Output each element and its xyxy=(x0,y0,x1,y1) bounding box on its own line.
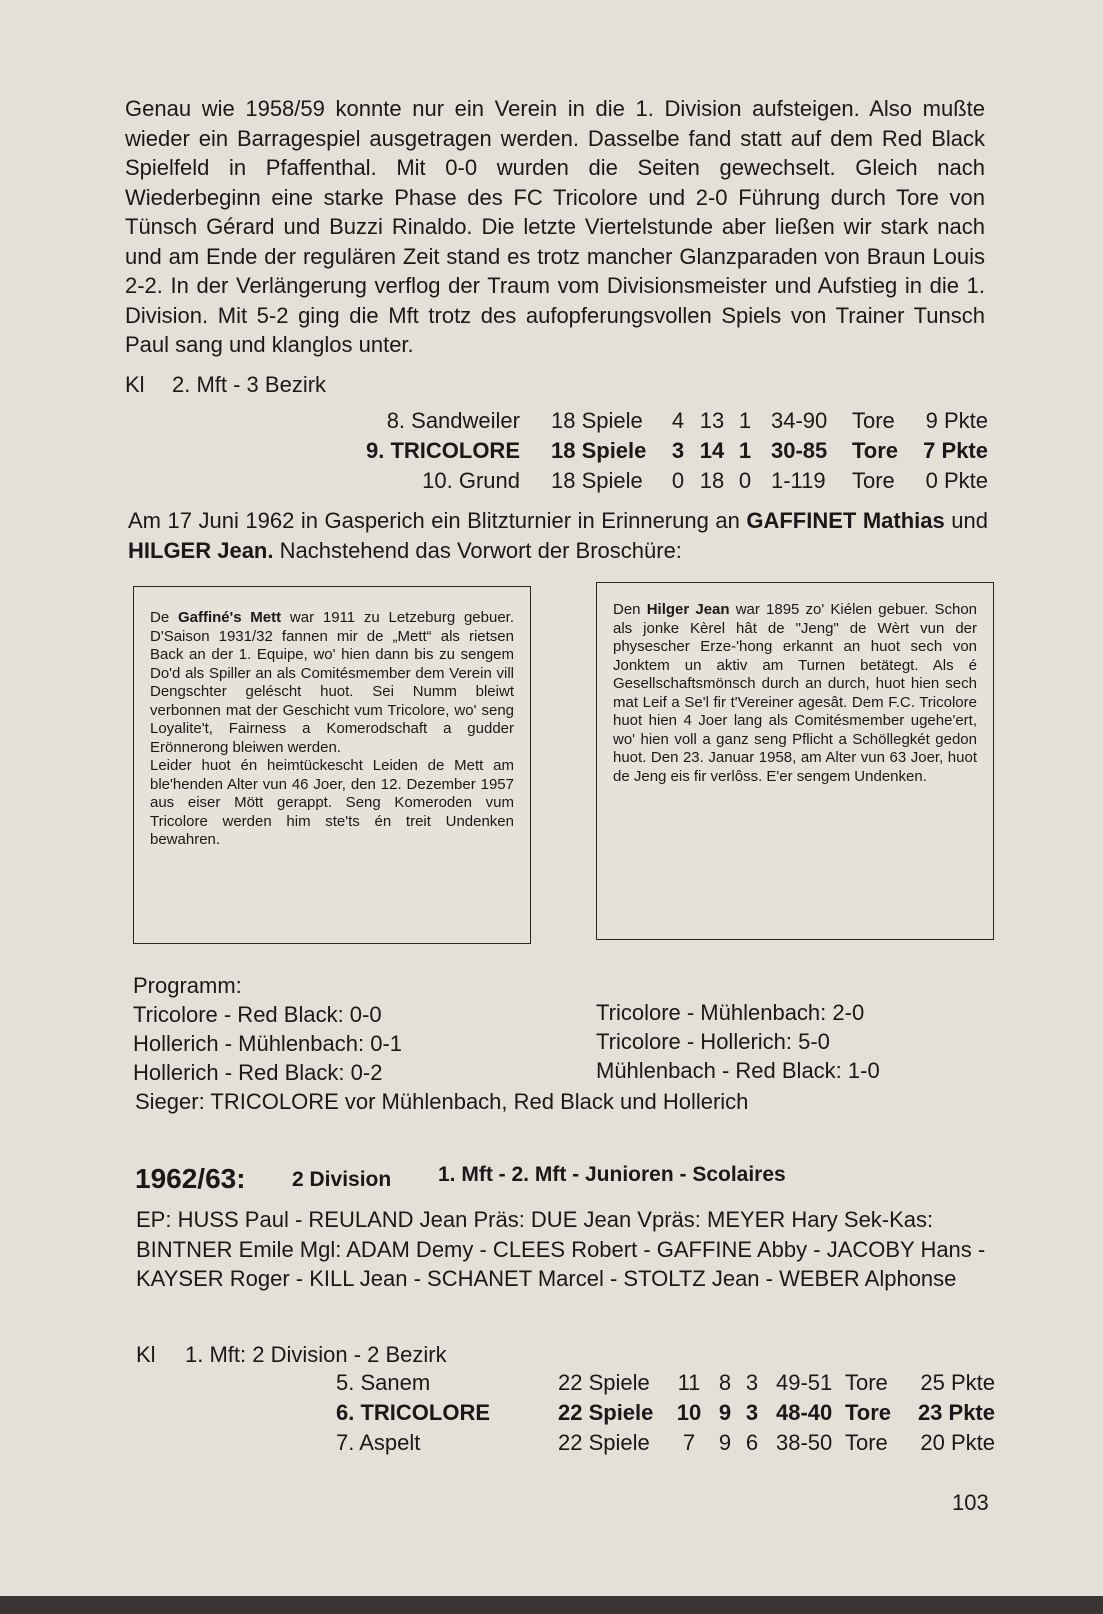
memorial-box-gaffinet xyxy=(133,586,531,944)
table-row xyxy=(0,1400,1103,1430)
programm-right-1: Tricolore - Mühlenbach: 2-0 xyxy=(596,1000,865,1025)
page-number: 103 xyxy=(952,1490,989,1515)
cell-w: 4 xyxy=(671,408,685,433)
table-row xyxy=(0,1430,1103,1460)
programm-left-2: Hollerich - Mühlenbach: 0-1 xyxy=(133,1031,403,1056)
table-row xyxy=(0,438,1103,468)
cell-w: 3 xyxy=(671,438,685,463)
cell-tore: Tore xyxy=(845,1370,888,1395)
cell-spiele: 18 Spiele xyxy=(551,438,647,463)
cell-l: 1 xyxy=(738,438,752,463)
tournament-text-after: Nachstehend das Vorwort der Broschüre: xyxy=(273,537,682,563)
programm-winner: Sieger: TRICOLORE vor Mühlenbach, Red Black und Hollerich xyxy=(135,1089,749,1114)
cell-d: 18 xyxy=(699,468,725,493)
cell-spiele: 22 Spiele xyxy=(558,1430,650,1455)
cell-w: 10 xyxy=(676,1400,702,1425)
cell-goals: 30-85 xyxy=(771,438,828,463)
cell-w: 7 xyxy=(682,1430,696,1455)
intro-paragraph: Genau wie 1958/59 konnte nur ein Verein in die 1. Division aufsteigen. Also mußte wieder ein Barragespiel ausgetragen werden. Dasselbe fand statt auf dem Red Black Spielfeld in Pfaffenthal. Mit 0-0 wurden die Seiten gewechselt. Gleich nach Wiederbeginn eine starke Phase des FC Tricolore und 2-0 Führung durch Tore von Tünsch Gérard und Buzzi Rinaldo. Die letzte Viertelstunde aber ließen wir stark nach und am Ende der regulären Zeit stand es trotz mancher Glanzparaden von Braun Louis 2-2. In der Verlängerung verflog der Traum vom Divisionsmeister und Aufstieg in die 1. Division. Mit 5-2 ging die Mft trotz des aufopferungsvollen Spiels von Trainer Tunsch Paul sang und klanglos unter. xyxy=(125,96,985,357)
tournament-paragraph xyxy=(128,506,988,565)
box-left-body-2: Leider huot én heimtückescht Leiden de Mett am ble'henden Alter vun 46 Joer, den 12. Dezember 1957 aus eiser Mött gerappt. Seng Komeroden vum Tricolore werden him ste'ts én treit Undenken bewahren. xyxy=(150,757,514,848)
table-row xyxy=(0,468,1103,498)
tournament-text-before: Am 17 Juni 1962 in Gasperich ein Blitzturnier in Erinnerung an xyxy=(128,508,747,533)
cell-pkte: 25 Pkte xyxy=(920,1370,995,1395)
cell-goals: 34-90 xyxy=(771,408,828,433)
cell-team: 6. TRICOLORE xyxy=(336,1400,491,1425)
programm-left-1: Tricolore - Red Black: 0-0 xyxy=(133,1002,382,1027)
cell-l: 0 xyxy=(738,468,752,493)
cell-goals: 1-119 xyxy=(771,468,826,493)
programm-right-2: Tricolore - Hollerich: 5-0 xyxy=(596,1029,830,1054)
cell-goals: 49-51 xyxy=(776,1370,833,1395)
box-left-name: Gaffiné's Mett xyxy=(177,609,282,626)
cell-pkte: 20 Pkte xyxy=(920,1430,995,1455)
cell-w: 11 xyxy=(677,1370,701,1395)
cell-team: 5. Sanem xyxy=(336,1370,431,1395)
table-row xyxy=(0,1370,1103,1400)
tournament-name-gaffinet: GAFFINET Mathias xyxy=(746,508,945,533)
cell-d: 9 xyxy=(718,1430,732,1455)
table2-kl-label: Kl xyxy=(136,1342,156,1367)
cell-tore: Tore xyxy=(852,408,895,433)
season-year: 1962/63: xyxy=(135,1163,246,1194)
cell-team: 7. Aspelt xyxy=(336,1430,421,1455)
cell-l: 1 xyxy=(738,408,752,433)
season-division: 2 Division xyxy=(292,1168,392,1191)
season-teams: 1. Mft - 2. Mft - Junioren - Scolaires xyxy=(438,1163,786,1186)
tournament-text-mid: und xyxy=(944,508,988,533)
cell-spiele: 18 Spiele xyxy=(551,408,643,433)
cell-pkte: 7 Pkte xyxy=(923,438,988,463)
cell-team: 9. TRICOLORE xyxy=(365,438,520,463)
cell-tore: Tore xyxy=(845,1400,892,1425)
programm-left-3: Hollerich - Red Black: 0-2 xyxy=(133,1060,383,1085)
cell-w: 0 xyxy=(671,468,685,493)
box-left-lead: De xyxy=(150,609,178,626)
committee-paragraph: EP: HUSS Paul - REULAND Jean Präs: DUE Jean Vpräs: MEYER Hary Sek-Kas: BINTNER Emile Mgl: ADAM Demy - CLEES Robert - GAFFINE Abby - JACOBY Hans - KAYSER Roger - KILL Jean - SCHANET Marcel - STOLTZ Jean - WEBER Alphonse xyxy=(136,1207,986,1291)
cell-d: 9 xyxy=(718,1400,732,1425)
tournament-name-hilger: HILGER Jean. xyxy=(128,537,274,563)
cell-l: 3 xyxy=(745,1400,759,1425)
cell-d: 14 xyxy=(699,438,725,463)
cell-team: 10. Grund xyxy=(422,468,520,493)
programm-title: Programm: xyxy=(133,973,242,998)
programm-right-3: Mühlenbach - Red Black: 1-0 xyxy=(596,1058,880,1083)
cell-pkte: 23 Pkte xyxy=(917,1400,995,1425)
cell-tore: Tore xyxy=(852,468,895,493)
memorial-box-hilger xyxy=(596,582,994,940)
cell-goals: 38-50 xyxy=(776,1430,833,1455)
cell-spiele: 22 Spiele xyxy=(558,1370,650,1395)
table-row xyxy=(0,408,1103,438)
cell-pkte: 0 Pkte xyxy=(925,468,988,493)
cell-l: 3 xyxy=(745,1370,759,1395)
cell-spiele: 18 Spiele xyxy=(551,468,643,493)
table1-kl-label: Kl xyxy=(125,372,145,397)
cell-pkte: 9 Pkte xyxy=(925,408,988,433)
cell-spiele: 22 Spiele xyxy=(558,1400,654,1425)
cell-d: 13 xyxy=(699,408,725,433)
box-left-body: war 1911 zu Letzeburg gebuer. D'Saison 1931/32 fannen mir de „Mett“ als rietsen Back an der 1. Equipe, wo' hien dann bis zu sengem Do'd als Spiller an als Comitésmember dem Verein vill Dengschter geléscht huot. Sei Numm bleiwt verbonnen mat der Geschicht vum Tricolore, wo' seng Loyalite't, Fairness a Komerodschaft a gudder Erönnerong bleiwen werden. xyxy=(150,609,515,756)
cell-l: 6 xyxy=(745,1430,759,1455)
box-right-name: Hilger Jean xyxy=(646,601,730,618)
box-right-body: war 1895 zo' Kiélen gebuer. Schon als jonke Kèrel hât de "Jeng" de Wèrt vun der physescher Erze-'hong erkannt an huot sech von Jonktem un aktiv am Turnen betätegt. Als é Gesellschaftsmönsch durch an durch, huot hien sech mat Leif a Se'l fir t'Vereiner agesât. Dem F.C. Tricolore huot hien 4 Joer lang als Comitésmember ugehe'ert, wo' hien voll a ganz seng Pflicht a Schöllegkét gedon huot. Den 23. Januar 1958, am Alter vun 63 Joer, huot de Jeng eis fir verlôss. E'er sengem Undenken. xyxy=(613,601,978,785)
cell-tore: Tore xyxy=(852,438,899,463)
cell-goals: 48-40 xyxy=(776,1400,833,1425)
box-right-lead: Den xyxy=(613,601,647,618)
table1-heading: 2. Mft - 3 Bezirk xyxy=(172,372,327,397)
cell-team: 8. Sandweiler xyxy=(386,408,520,433)
table2-heading: 1. Mft: 2 Division - 2 Bezirk xyxy=(185,1342,447,1367)
cell-tore: Tore xyxy=(845,1430,888,1455)
cell-d: 8 xyxy=(718,1370,732,1395)
